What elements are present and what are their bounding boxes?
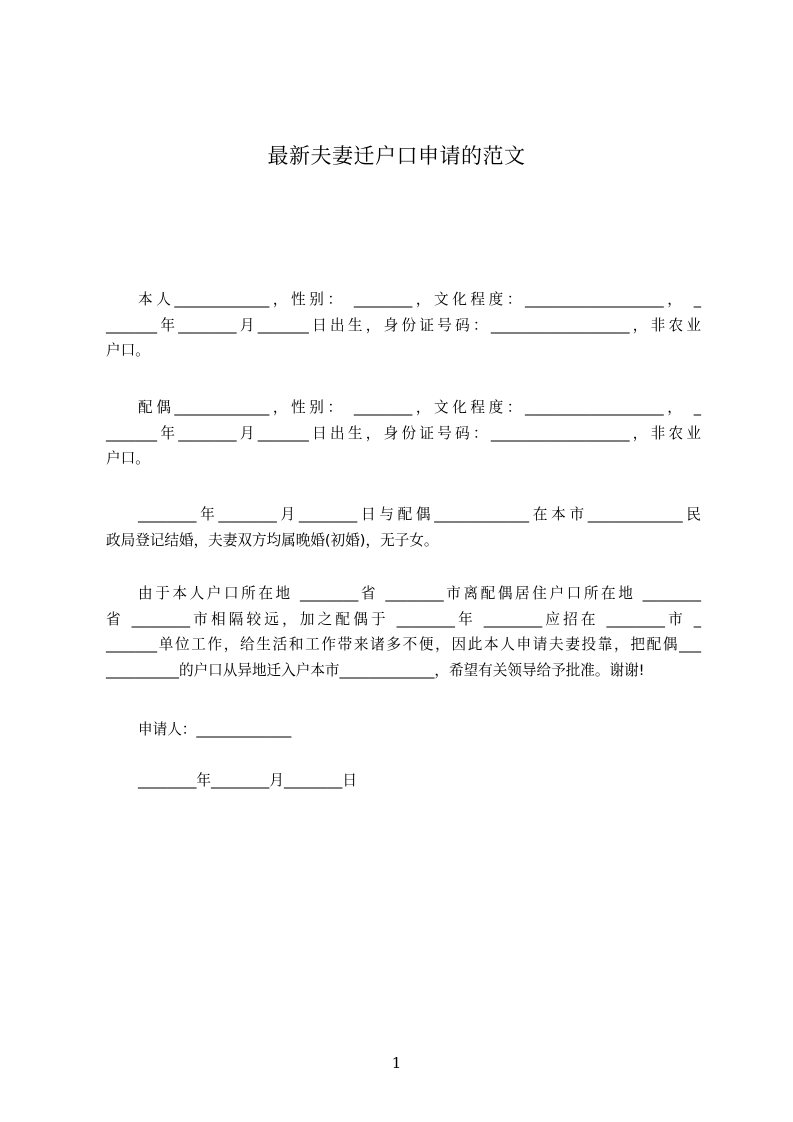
date-line: ________年________月________日 [138, 772, 357, 789]
text-line: 由于本人户口所在地 ________省 ________市离配偶居住户口所在地 ________ [138, 585, 701, 602]
paragraph-marriage-info [106, 502, 701, 553]
text-line: 政局登记结婚，夫妻双方均属晚婚(初婚)，无子女。 [106, 531, 439, 549]
text-line: 本人_____________，性别： ________，文化程度：___________________， _ [138, 291, 701, 308]
text-line: _______年________月_______日出生，身份证号码：___________________，非农业 [106, 316, 701, 334]
document-title: 最新夫妻迁户口申请的范文 [267, 144, 526, 168]
text-line: _______年________月_______日出生，身份证号码：___________________，非农业 [106, 424, 701, 442]
applicant-line: 申请人：_____________ [138, 721, 292, 738]
text-line: 户口。 [106, 450, 150, 467]
paragraph-self-info [106, 287, 701, 364]
text-line: 户口。 [106, 342, 150, 359]
page-number: 1 [391, 1054, 402, 1072]
text-line: ________年________月________日与配偶_____________在本市_____________民 [138, 506, 701, 523]
paragraph-spouse-info [106, 395, 701, 472]
text-line: _______单位工作，给生活和工作带来诸多不便，因此本人申请夫妻投靠，把配偶___ [106, 636, 701, 653]
text-line: 配偶_____________，性别： ________，文化程度：___________________， _ [138, 399, 701, 416]
applicant-signature [106, 717, 701, 743]
date-block [106, 768, 701, 794]
paragraph-reason [106, 581, 701, 683]
text-line: 省 ________市相隔较远，加之配偶于 ________年 ________应招在 ________市 _ [106, 610, 701, 628]
text-line: __________的户口从异地迁入户本市_____________，希望有关领导给予批准。谢谢! [106, 661, 645, 679]
